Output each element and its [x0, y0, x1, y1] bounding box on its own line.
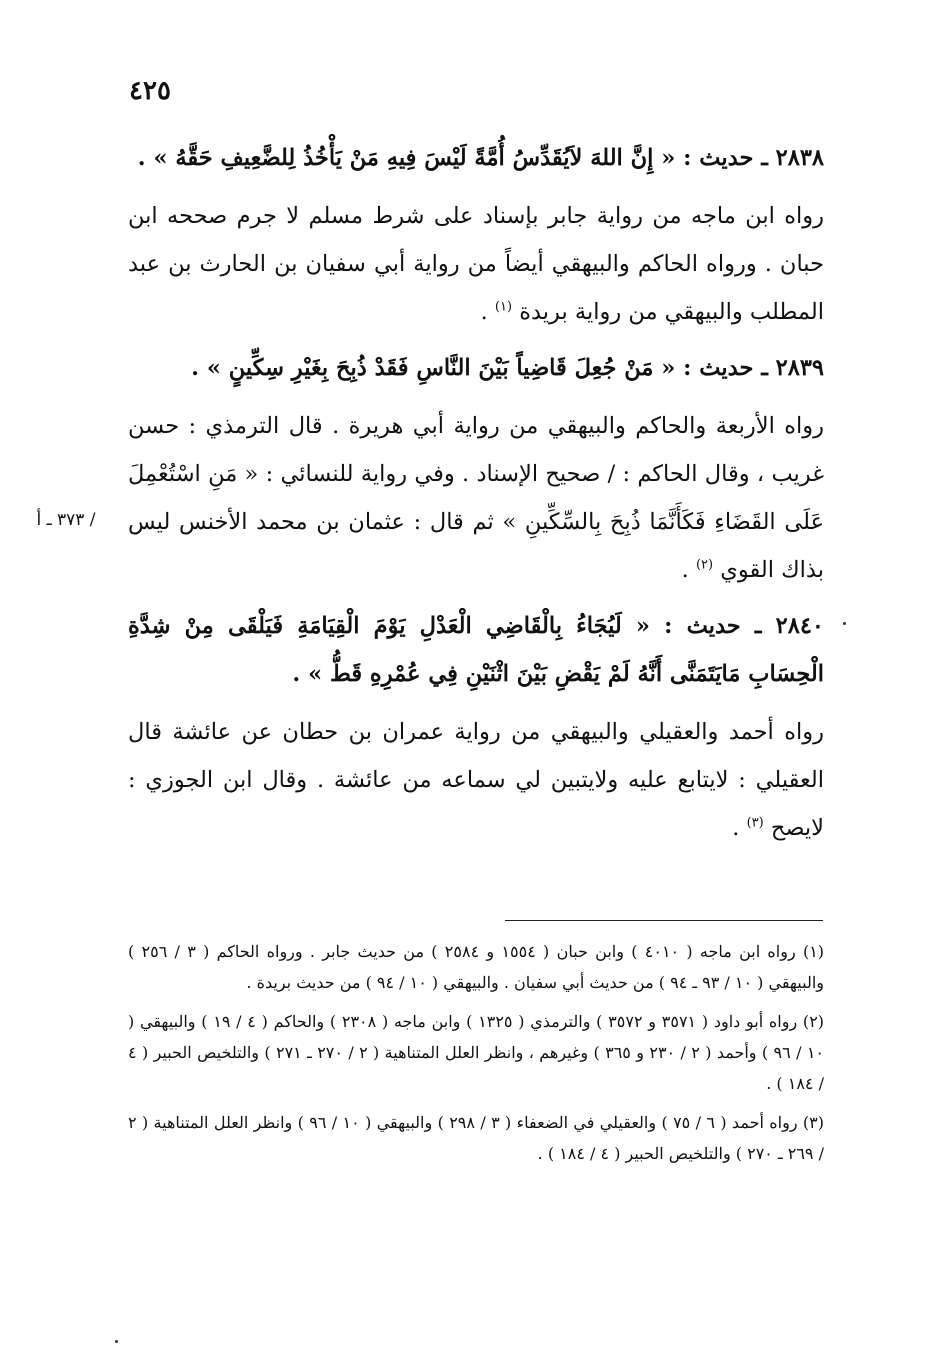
commentary-2838: [128, 192, 824, 336]
commentary-text: رواه الأربعة والحاكم والبيهقي من رواية أبي هريرة . قال الترمذي : حسن غريب ، وقال الحاكم : / صحيح الإسناد . وفي رواية للنسائي : « مَنِ اسْتُعْمِلَ عَلَى القَضَاءِ فَكَأَنَّمَا ذُبِحَ بِالسِّكِّينِ » ثم قال : عثمان بن محمد الأخنس ليس بذاك القوي: [128, 413, 824, 583]
hadith-end: .: [191, 355, 200, 381]
hadith-quote: « إِنَّ اللهَ لاَيُقَدِّسُ أُمَّةً لَيْسَ فِيهِ مَنْ يَأْخُذُ لِلضَّعِيفِ حَقَّهُ »: [153, 145, 676, 171]
hadith-number: ٢٨٣٨: [775, 145, 824, 171]
commentary-end: .: [732, 815, 740, 841]
footnote-3: (٣) رواه أحمد ( ٦ / ٧٥ ) والعقيلي في الضعفاء ( ٣ / ٢٩٨ ) والبيهقي ( ١٠ / ٩٦ ) وانظر العلل المتناهية ( ٢ / ٢٦٩ ـ ٢٧٠ ) والتلخيص الحبير ( ٤ / ١٨٤ ) .: [128, 1113, 825, 1163]
hadith-end: .: [292, 661, 301, 687]
footnotes: [128, 936, 824, 1177]
scan-speck: [843, 622, 846, 625]
hadith-intro: ـ حديث :: [683, 355, 768, 381]
footnote-ref-2[interactable]: (٢): [695, 557, 714, 573]
hadith-number: ٢٨٤٠: [775, 613, 824, 639]
main-text: [128, 134, 824, 852]
hadith-2840: [128, 602, 824, 698]
hadith-number: ٢٨٣٩: [775, 355, 824, 381]
footnote-ref-3[interactable]: (٣): [746, 815, 764, 831]
scan-speck: [115, 1340, 118, 1343]
footnote-1: (١) رواه ابن ماجه ( ٤٠١٠ ) وابن حبان ( ١٥٥٤ و ٢٥٨٤ ) من حديث جابر . ورواه الحاكم ( ٣ / ٢٥٦ ) والبيهقي ( ١٠ / ٩٣ ـ ٩٤ ) من حديث أبي سفيان . والبيهقي ( ١٠ / ٩٤ ) من حديث بريدة .: [128, 942, 825, 992]
hadith-intro: ـ حديث :: [664, 613, 762, 639]
hadith-2839: [128, 344, 824, 392]
page-number: ٤٢٥: [129, 76, 171, 106]
hadith-end: .: [137, 145, 146, 171]
commentary-text: رواه أحمد والعقيلي والبيهقي من رواية عمران بن حطان عن عائشة قال العقيلي : لايتابع عليه ولايتبين لي سماعه من عائشة . وقال ابن الجوزي : لايصح: [128, 719, 824, 841]
footnote-ref-1[interactable]: (١): [494, 299, 513, 315]
hadith-intro: ـ حديث :: [683, 145, 768, 171]
hadith-quote: « مَنْ جُعِلَ قَاضِياً بَيْنَ النَّاسِ فَقَدْ ذُبِحَ بِغَيْرِ سِكِّينٍ »: [206, 355, 676, 381]
commentary-end: .: [480, 299, 488, 325]
commentary-2839: [128, 402, 824, 594]
commentary-end: .: [681, 557, 689, 583]
commentary-text: رواه ابن ماجه من رواية جابر بإسناد على شرط مسلم لا جرم صححه ابن حبان . ورواه الحاكم والبيهقي أيضاً من رواية أبي سفيان بن الحارث بن عبد المطلب والبيهقي من رواية بريدة: [128, 203, 824, 325]
hadith-2838: [128, 134, 824, 182]
hadith-quote: « لَيُجَاءُ بِالْقَاضِي الْعَدْلِ يَوْمَ الْقِيَامَةِ فَيَلْقَى مِنْ شِدَّةِ الْحِسَابِ مَايَتَمَنَّى أَنَّهُ لَمْ يَقْضِ بَيْنَ اثْنَيْنِ فِي عُمْرِهِ قَطُّ »: [128, 613, 824, 687]
footnote-2: (٢) رواه أبو داود ( ٣٥٧١ و ٣٥٧٢ ) والترمذي ( ١٣٢٥ ) وابن ماجه ( ٢٣٠٨ ) والحاكم ( ٤ / ١٩ ) والبيهقي ( ١٠ / ٩٦ ) وأحمد ( ٢ / ٢٣٠ و ٣٦٥ ) وغيرهم ، وانظر العلل المتناهية ( ٢ / ٢٧٠ ـ ٢٧١ ) والتلخيص الحبير ( ٤ / ١٨٤ ) .: [128, 1012, 825, 1093]
footnote-separator: [505, 920, 823, 921]
commentary-2840: [128, 708, 824, 852]
margin-manuscript-reference: / ٣٧٣ ـ أ: [36, 510, 96, 530]
